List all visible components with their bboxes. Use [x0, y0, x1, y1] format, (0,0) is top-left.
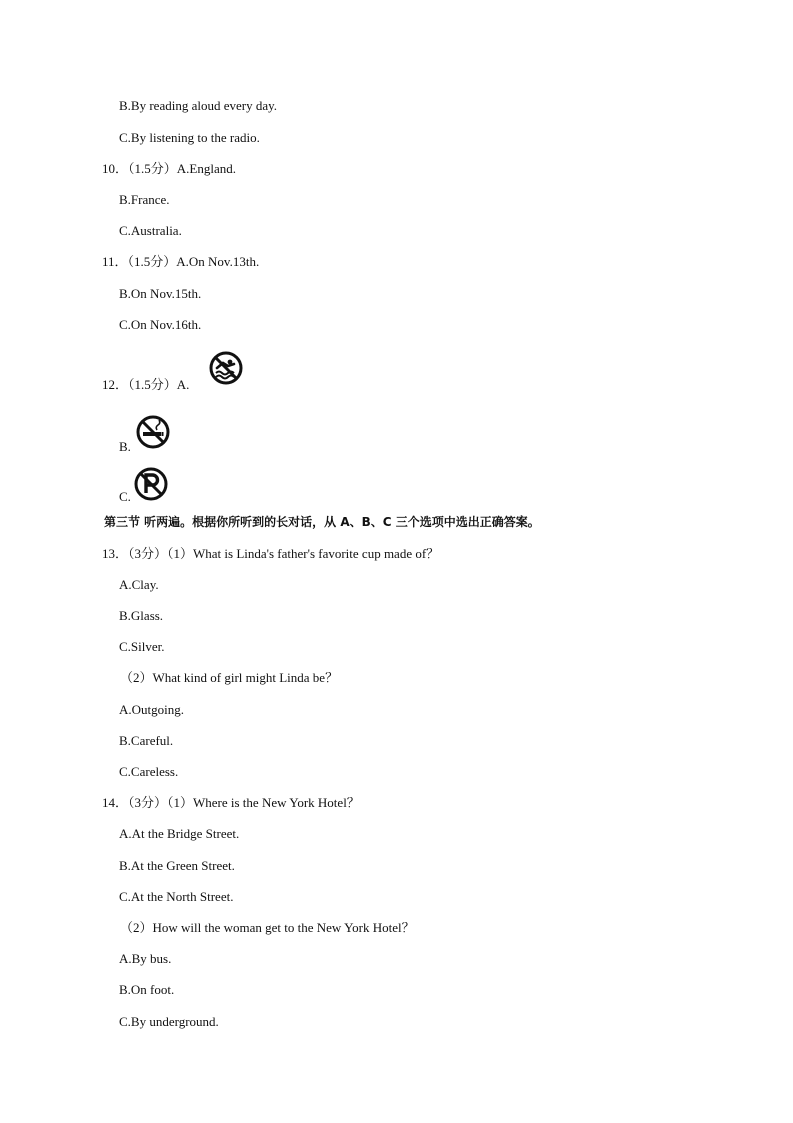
q13-stem: 13．（3分）（1）What is Linda's father's favorite cup made of？ — [102, 546, 440, 561]
q12-stem: 12．（1.5分）A. — [102, 377, 190, 392]
q13-1-option-a: A.Clay. — [119, 577, 159, 592]
q9-option-b: B.By reading aloud every day. — [119, 98, 277, 113]
q13-1-option-c: C.Silver. — [119, 639, 165, 654]
q14-1-option-b: B.At the Green Street. — [119, 858, 235, 873]
section-3-heading: 第三节 听两遍。根据你所听到的长对话，从 A、B、C 三个选项中选出正确答案。 — [104, 515, 540, 529]
q13-2-option-b: B.Careful. — [119, 733, 174, 748]
no-parking-icon — [134, 467, 168, 501]
q13-1-option-b: B.Glass. — [119, 608, 164, 623]
q12-option-c: C. — [119, 489, 131, 504]
no-swimming-icon — [209, 351, 243, 385]
q13-2-stem: （2）What kind of girl might Linda be？ — [120, 670, 339, 685]
q12-option-b: B. — [119, 439, 131, 454]
q14-2-option-b: B.On foot. — [119, 982, 175, 997]
q13-2-option-a: A.Outgoing. — [119, 702, 184, 717]
q10-option-c: C.Australia. — [119, 223, 182, 238]
q10-stem: 10．（1.5分）A.England. — [102, 161, 236, 176]
q13-2-option-c: C.Careless. — [119, 764, 179, 779]
q14-2-stem: （2）How will the woman get to the New York Hotel？ — [120, 920, 415, 935]
q14-2-option-a: A.By bus. — [119, 951, 172, 966]
q14-1-option-c: C.At the North Street. — [119, 889, 234, 904]
q9-option-c: C.By listening to the radio. — [119, 130, 260, 145]
q11-option-b: B.On Nov.15th. — [119, 286, 202, 301]
no-smoking-icon — [136, 415, 170, 449]
q14-2-option-c: C.By underground. — [119, 1014, 219, 1029]
q11-stem: 11．（1.5分）A.On Nov.13th. — [102, 254, 260, 269]
q10-option-b: B.France. — [119, 192, 170, 207]
q14-stem: 14．（3分）（1）Where is the New York Hotel？ — [102, 795, 360, 810]
q14-1-option-a: A.At the Bridge Street. — [119, 826, 240, 841]
q11-option-c: C.On Nov.16th. — [119, 317, 202, 332]
